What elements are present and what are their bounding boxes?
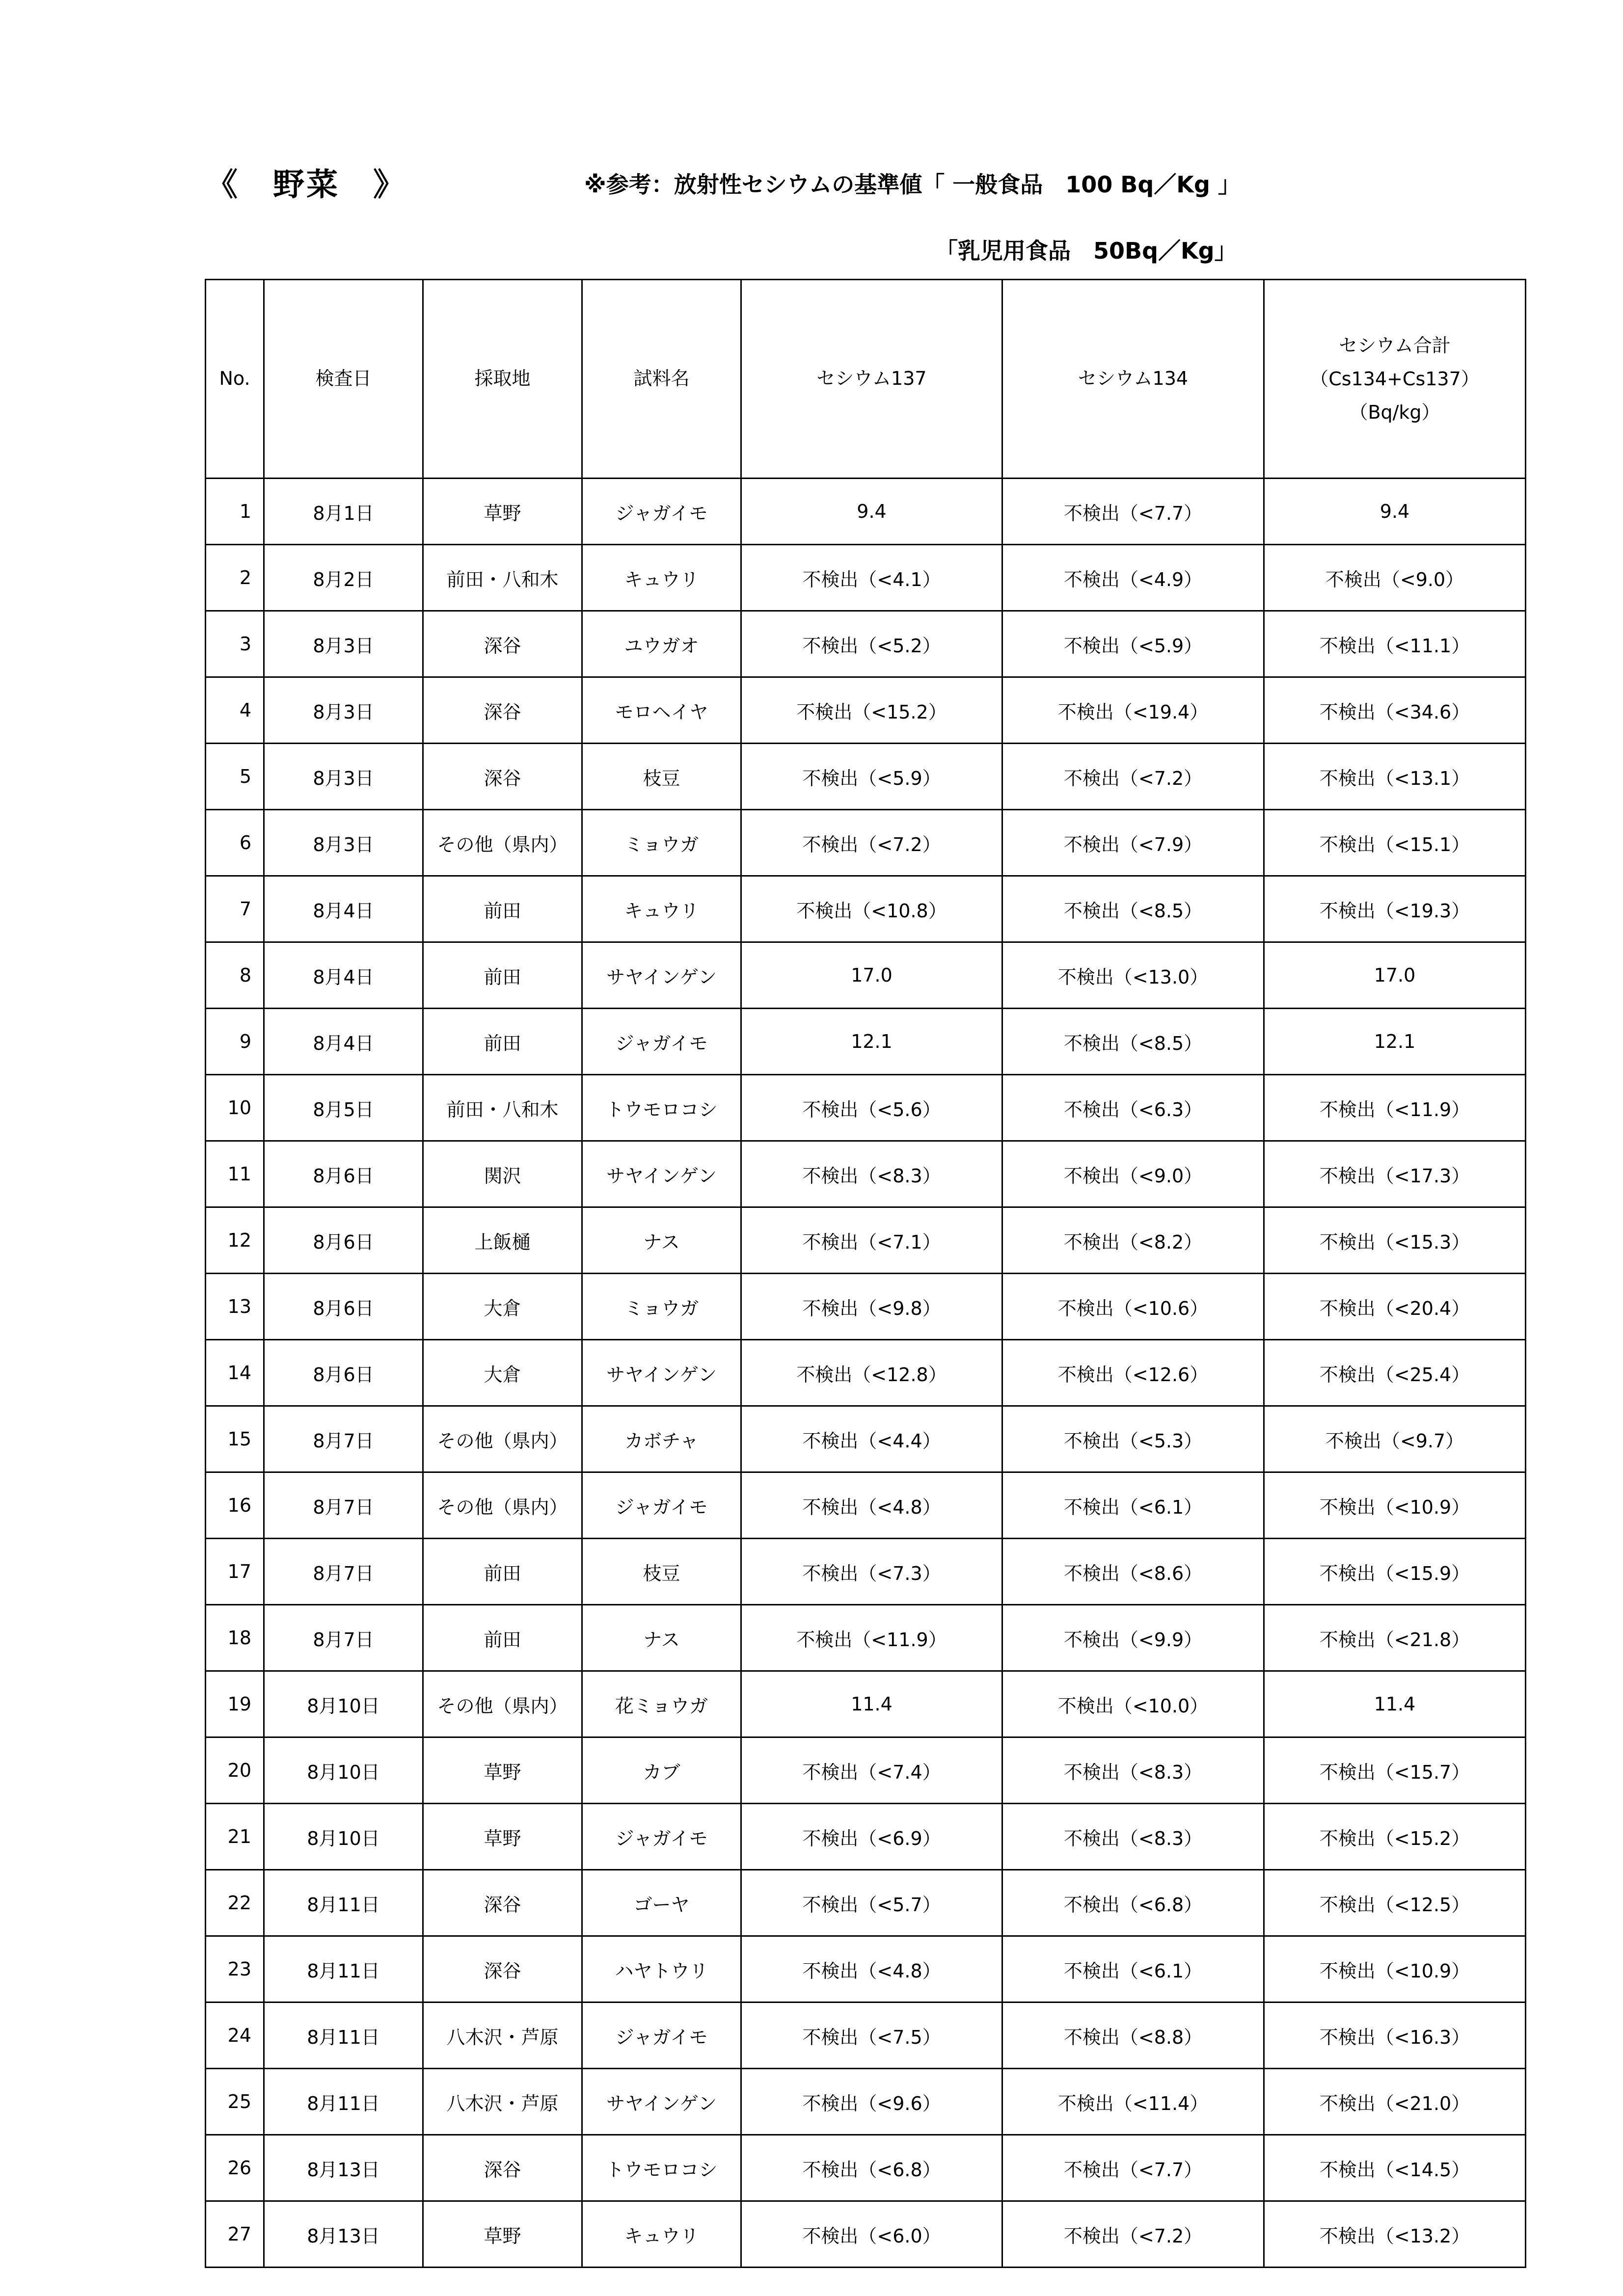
cell-sample: ジャガイモ (582, 1804, 741, 1870)
cell-cs134: 不検出（<7.7） (1002, 2135, 1264, 2201)
cell-cs137: 9.4 (741, 479, 1002, 545)
cell-total: 9.4 (1264, 479, 1526, 545)
header-total (1264, 280, 1526, 479)
table-row (206, 1274, 1526, 1340)
table-row (206, 1671, 1526, 1737)
cell-location: 八木沢・芦原 (423, 2002, 582, 2069)
cell-sample: 花ミョウガ (582, 1671, 741, 1737)
cell-location: 上飯樋 (423, 1207, 582, 1274)
cell-total: 不検出（<25.4） (1264, 1340, 1526, 1406)
header-total-unit: （Bq/kg） (1349, 401, 1440, 423)
cell-location: 八木沢・芦原 (423, 2069, 582, 2135)
table-row (206, 942, 1526, 1009)
cell-cs134: 不検出（<8.3） (1002, 1737, 1264, 1804)
table-row (206, 744, 1526, 810)
cell-cs137: 不検出（<6.8） (741, 2135, 1002, 2201)
cell-location: 草野 (423, 2201, 582, 2268)
cell-date: 8月4日 (264, 942, 423, 1009)
cell-cs137: 不検出（<4.8） (741, 1472, 1002, 1539)
cell-sample: キュウリ (582, 876, 741, 942)
reference-note-infant: 「乳児用食品 50Bq／Kg」 (935, 238, 1237, 264)
table-row (206, 1472, 1526, 1539)
cell-sample: ジャガイモ (582, 2002, 741, 2069)
cell-date: 8月11日 (264, 2069, 423, 2135)
cell-total: 不検出（<15.1） (1264, 810, 1526, 876)
cell-location: その他（県内） (423, 1406, 582, 1472)
cell-cs134: 不検出（<10.6） (1002, 1274, 1264, 1340)
cell-sample: ナス (582, 1605, 741, 1671)
cell-cs137: 不検出（<7.1） (741, 1207, 1002, 1274)
cell-total: 不検出（<11.9） (1264, 1075, 1526, 1141)
cell-date: 8月6日 (264, 1274, 423, 1340)
cell-date: 8月13日 (264, 2135, 423, 2201)
cell-sample: ミョウガ (582, 1274, 741, 1340)
cell-location: 前田 (423, 1539, 582, 1605)
cell-date: 8月3日 (264, 810, 423, 876)
cell-no: 13 (206, 1274, 264, 1340)
cell-sample: キュウリ (582, 2201, 741, 2268)
page-title: 《 野菜 》 (206, 167, 406, 203)
cell-sample: 枝豆 (582, 1539, 741, 1605)
cell-total: 不検出（<21.0） (1264, 2069, 1526, 2135)
cell-sample: トウモロコシ (582, 2135, 741, 2201)
cell-location: 前田・八和木 (423, 545, 582, 611)
cell-location: その他（県内） (423, 1671, 582, 1737)
cell-cs134: 不検出（<6.1） (1002, 1936, 1264, 2002)
cell-cs137: 11.4 (741, 1671, 1002, 1737)
cell-cs137: 不検出（<7.3） (741, 1539, 1002, 1605)
cell-location: 深谷 (423, 744, 582, 810)
header-total-formula: （Cs134+Cs137） (1310, 368, 1480, 390)
cell-date: 8月7日 (264, 1539, 423, 1605)
cell-no: 17 (206, 1539, 264, 1605)
header-cs137: セシウム137 (741, 280, 1002, 479)
cell-location: 前田 (423, 942, 582, 1009)
cell-no: 12 (206, 1207, 264, 1274)
cell-total: 不検出（<13.1） (1264, 744, 1526, 810)
cell-cs134: 不検出（<8.6） (1002, 1539, 1264, 1605)
cell-sample: ミョウガ (582, 810, 741, 876)
cell-cs134: 不検出（<9.9） (1002, 1605, 1264, 1671)
cell-cs137: 不検出（<4.4） (741, 1406, 1002, 1472)
cell-location: 深谷 (423, 1936, 582, 2002)
cell-cs137: 17.0 (741, 942, 1002, 1009)
cell-total: 不検出（<15.3） (1264, 1207, 1526, 1274)
cell-date: 8月4日 (264, 1009, 423, 1075)
cell-date: 8月3日 (264, 677, 423, 744)
cell-cs137: 不検出（<8.3） (741, 1141, 1002, 1207)
table-row (206, 2002, 1526, 2069)
cell-cs137: 不検出（<7.4） (741, 1737, 1002, 1804)
cell-date: 8月7日 (264, 1605, 423, 1671)
cell-no: 8 (206, 942, 264, 1009)
results-table (205, 279, 1526, 2268)
cell-cs137: 不検出（<6.9） (741, 1804, 1002, 1870)
cell-location: 前田 (423, 876, 582, 942)
cell-total: 不検出（<10.9） (1264, 1472, 1526, 1539)
cell-no: 5 (206, 744, 264, 810)
cell-cs134: 不検出（<6.3） (1002, 1075, 1264, 1141)
cell-cs134: 不検出（<8.5） (1002, 1009, 1264, 1075)
cell-no: 9 (206, 1009, 264, 1075)
cell-cs134: 不検出（<5.9） (1002, 611, 1264, 677)
table-row (206, 1075, 1526, 1141)
cell-sample: ジャガイモ (582, 479, 741, 545)
cell-total: 不検出（<17.3） (1264, 1141, 1526, 1207)
table-row (206, 1009, 1526, 1075)
cell-location: 深谷 (423, 2135, 582, 2201)
cell-location: 大倉 (423, 1274, 582, 1340)
header-sample: 試料名 (582, 280, 741, 479)
table-body (206, 479, 1526, 2268)
cell-sample: 枝豆 (582, 744, 741, 810)
cell-date: 8月4日 (264, 876, 423, 942)
cell-total: 不検出（<11.1） (1264, 611, 1526, 677)
cell-date: 8月7日 (264, 1472, 423, 1539)
cell-date: 8月3日 (264, 744, 423, 810)
cell-no: 21 (206, 1804, 264, 1870)
cell-cs137: 不検出（<5.9） (741, 744, 1002, 810)
cell-date: 8月2日 (264, 545, 423, 611)
cell-location: 前田 (423, 1009, 582, 1075)
cell-location: 前田・八和木 (423, 1075, 582, 1141)
cell-sample: サヤインゲン (582, 2069, 741, 2135)
cell-cs137: 不検出（<9.6） (741, 2069, 1002, 2135)
cell-cs134: 不検出（<5.3） (1002, 1406, 1264, 1472)
cell-location: 深谷 (423, 1870, 582, 1936)
cell-sample: サヤインゲン (582, 942, 741, 1009)
cell-cs137: 不検出（<4.1） (741, 545, 1002, 611)
cell-no: 7 (206, 876, 264, 942)
cell-date: 8月10日 (264, 1671, 423, 1737)
cell-sample: ゴーヤ (582, 1870, 741, 1936)
cell-sample: トウモロコシ (582, 1075, 741, 1141)
cell-no: 1 (206, 479, 264, 545)
cell-sample: サヤインゲン (582, 1141, 741, 1207)
cell-total: 11.4 (1264, 1671, 1526, 1737)
cell-cs134: 不検出（<7.7） (1002, 479, 1264, 545)
cell-location: 大倉 (423, 1340, 582, 1406)
cell-total: 12.1 (1264, 1009, 1526, 1075)
cell-total: 不検出（<9.7） (1264, 1406, 1526, 1472)
table-row (206, 1605, 1526, 1671)
cell-no: 18 (206, 1605, 264, 1671)
cell-date: 8月3日 (264, 611, 423, 677)
cell-no: 25 (206, 2069, 264, 2135)
table-row (206, 2069, 1526, 2135)
cell-cs137: 不検出（<7.5） (741, 2002, 1002, 2069)
cell-cs134: 不検出（<19.4） (1002, 677, 1264, 744)
cell-total: 不検出（<12.5） (1264, 1870, 1526, 1936)
cell-no: 19 (206, 1671, 264, 1737)
cell-date: 8月10日 (264, 1804, 423, 1870)
cell-sample: カブ (582, 1737, 741, 1804)
cell-no: 6 (206, 810, 264, 876)
cell-location: 草野 (423, 1804, 582, 1870)
cell-cs137: 不検出（<9.8） (741, 1274, 1002, 1340)
table-row (206, 479, 1526, 545)
cell-sample: モロヘイヤ (582, 677, 741, 744)
cell-total: 不検出（<13.2） (1264, 2201, 1526, 2268)
cell-location: その他（県内） (423, 810, 582, 876)
table-row (206, 1804, 1526, 1870)
cell-total: 不検出（<16.3） (1264, 2002, 1526, 2069)
cell-total: 不検出（<21.8） (1264, 1605, 1526, 1671)
header-total-label: セシウム合計 (1339, 335, 1451, 356)
cell-cs134: 不検出（<8.8） (1002, 2002, 1264, 2069)
cell-date: 8月6日 (264, 1141, 423, 1207)
table-row (206, 1207, 1526, 1274)
cell-cs137: 不検出（<5.2） (741, 611, 1002, 677)
cell-no: 23 (206, 1936, 264, 2002)
table-row (206, 1737, 1526, 1804)
table-row (206, 545, 1526, 611)
cell-location: 草野 (423, 1737, 582, 1804)
cell-cs137: 不検出（<6.0） (741, 2201, 1002, 2268)
cell-cs134: 不検出（<7.2） (1002, 2201, 1264, 2268)
cell-location: 関沢 (423, 1141, 582, 1207)
cell-date: 8月10日 (264, 1737, 423, 1804)
cell-no: 2 (206, 545, 264, 611)
table-row (206, 611, 1526, 677)
cell-no: 20 (206, 1737, 264, 1804)
table-row (206, 876, 1526, 942)
cell-cs134: 不検出（<6.1） (1002, 1472, 1264, 1539)
cell-sample: ジャガイモ (582, 1472, 741, 1539)
cell-cs137: 不検出（<12.8） (741, 1340, 1002, 1406)
cell-cs137: 不検出（<5.6） (741, 1075, 1002, 1141)
cell-cs134: 不検出（<8.3） (1002, 1804, 1264, 1870)
cell-location: 深谷 (423, 611, 582, 677)
cell-no: 16 (206, 1472, 264, 1539)
header-no: No. (206, 280, 264, 479)
table-row (206, 1406, 1526, 1472)
table-row (206, 1340, 1526, 1406)
header-location: 採取地 (423, 280, 582, 479)
cell-total: 17.0 (1264, 942, 1526, 1009)
cell-cs137: 不検出（<7.2） (741, 810, 1002, 876)
cell-total: 不検出（<34.6） (1264, 677, 1526, 744)
cell-total: 不検出（<15.9） (1264, 1539, 1526, 1605)
cell-location: 草野 (423, 479, 582, 545)
cell-date: 8月1日 (264, 479, 423, 545)
table-header-row (206, 280, 1526, 479)
cell-date: 8月6日 (264, 1207, 423, 1274)
cell-no: 27 (206, 2201, 264, 2268)
table-row (206, 2201, 1526, 2268)
cell-total: 不検出（<20.4） (1264, 1274, 1526, 1340)
cell-no: 10 (206, 1075, 264, 1141)
cell-sample: キュウリ (582, 545, 741, 611)
cell-total: 不検出（<15.7） (1264, 1737, 1526, 1804)
cell-cs134: 不検出（<12.6） (1002, 1340, 1264, 1406)
cell-no: 14 (206, 1340, 264, 1406)
cell-cs137: 不検出（<15.2） (741, 677, 1002, 744)
cell-cs137: 不検出（<11.9） (741, 1605, 1002, 1671)
cell-total: 不検出（<19.3） (1264, 876, 1526, 942)
cell-date: 8月5日 (264, 1075, 423, 1141)
cell-no: 3 (206, 611, 264, 677)
cell-no: 11 (206, 1141, 264, 1207)
cell-total: 不検出（<15.2） (1264, 1804, 1526, 1870)
cell-sample: カボチャ (582, 1406, 741, 1472)
cell-cs134: 不検出（<4.9） (1002, 545, 1264, 611)
cell-date: 8月11日 (264, 1870, 423, 1936)
cell-cs134: 不検出（<7.2） (1002, 744, 1264, 810)
cell-cs134: 不検出（<11.4） (1002, 2069, 1264, 2135)
header-date: 検査日 (264, 280, 423, 479)
cell-sample: ハヤトウリ (582, 1936, 741, 2002)
cell-sample: ジャガイモ (582, 1009, 741, 1075)
cell-cs134: 不検出（<8.2） (1002, 1207, 1264, 1274)
cell-no: 15 (206, 1406, 264, 1472)
cell-cs134: 不検出（<7.9） (1002, 810, 1264, 876)
table-row (206, 2135, 1526, 2201)
cell-no: 24 (206, 2002, 264, 2069)
cell-cs137: 12.1 (741, 1009, 1002, 1075)
table-row (206, 1141, 1526, 1207)
cell-cs134: 不検出（<9.0） (1002, 1141, 1264, 1207)
cell-cs134: 不検出（<8.5） (1002, 876, 1264, 942)
cell-no: 22 (206, 1870, 264, 1936)
cell-sample: ナス (582, 1207, 741, 1274)
cell-total: 不検出（<9.0） (1264, 545, 1526, 611)
table-row (206, 810, 1526, 876)
table-row (206, 1936, 1526, 2002)
cell-sample: ユウガオ (582, 611, 741, 677)
table-row (206, 1539, 1526, 1605)
cell-location: 前田 (423, 1605, 582, 1671)
cell-date: 8月6日 (264, 1340, 423, 1406)
cell-cs137: 不検出（<5.7） (741, 1870, 1002, 1936)
cell-no: 26 (206, 2135, 264, 2201)
cell-cs137: 不検出（<4.8） (741, 1936, 1002, 2002)
table-row (206, 1870, 1526, 1936)
reference-note-general: ※参考：放射性セシウムの基準値「 一般食品 100 Bq／Kg 」 (584, 171, 1241, 198)
cell-cs137: 不検出（<10.8） (741, 876, 1002, 942)
cell-total: 不検出（<14.5） (1264, 2135, 1526, 2201)
cell-total: 不検出（<10.9） (1264, 1936, 1526, 2002)
cell-cs134: 不検出（<10.0） (1002, 1671, 1264, 1737)
cell-location: その他（県内） (423, 1472, 582, 1539)
cell-date: 8月13日 (264, 2201, 423, 2268)
cell-cs134: 不検出（<13.0） (1002, 942, 1264, 1009)
cell-sample: サヤインゲン (582, 1340, 741, 1406)
cell-date: 8月11日 (264, 2002, 423, 2069)
header-cs134: セシウム134 (1002, 280, 1264, 479)
cell-date: 8月7日 (264, 1406, 423, 1472)
cell-date: 8月11日 (264, 1936, 423, 2002)
cell-cs134: 不検出（<6.8） (1002, 1870, 1264, 1936)
cell-no: 4 (206, 677, 264, 744)
table-row (206, 677, 1526, 744)
cell-location: 深谷 (423, 677, 582, 744)
